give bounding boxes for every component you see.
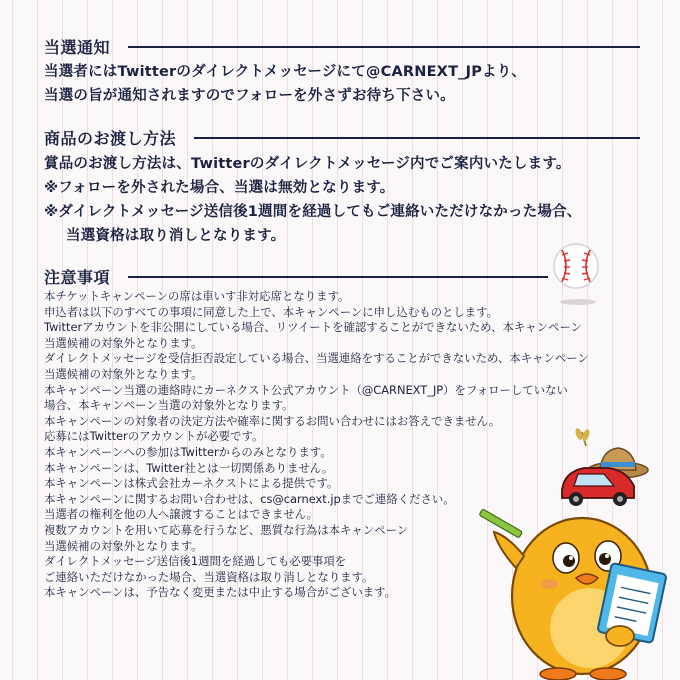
- section-divider: [128, 276, 548, 278]
- note-line: 当選候補の対象外となります。: [44, 538, 203, 553]
- note-line: 本キャンペーンに関するお問い合わせは、cs@carnext.jpまでご連絡ください。: [44, 491, 455, 506]
- note-line: 当選者の権利を他の人へ譲渡することはできません。: [44, 507, 319, 522]
- section-title: 注意事項: [44, 267, 111, 287]
- section-title: 当選通知: [44, 37, 111, 57]
- note-line: 応募にはTwitterのアカウントが必要です。: [44, 429, 264, 444]
- note-line: ダイレクトメッセージを受信拒否設定している場合、当選連絡をすることができないため、本キャンペーン: [44, 351, 589, 366]
- note-line: ご連絡いただけなかった場合、当選資格は取り消しとなります。: [44, 569, 374, 584]
- note-line: 申込者は以下のすべての事項に同意した上で、本キャンペーンに申し込むものとします。: [44, 304, 499, 319]
- section-header: [44, 126, 640, 148]
- note-line: 本キャンペーン当選の連絡時にカーネクスト公式アカウント（@CARNEXT_JP）をフォローしていない: [44, 382, 568, 397]
- delivery-line: ※ダイレクトメッセージ送信後1週間を経過してもご連絡いただけなかった場合、: [44, 204, 582, 220]
- section-notification: [44, 35, 640, 108]
- note-line: 本チケットキャンペーンの席は車いす非対応席となります。: [44, 289, 350, 303]
- notification-line: 当選者にはTwitterのダイレクトメッセージにて@CARNEXT_JPより、: [44, 64, 527, 80]
- note-line: 複数アカウントを用いて応募を行うなど、悪質な行為は本キャンペーン: [44, 522, 409, 537]
- note-line: 本キャンペーンは、予告なく変更または中止する場合がございます。: [44, 585, 396, 600]
- delivery-line: 賞品のお渡し方法は、Twitterのダイレクトメッセージ内でご案内いたします。: [44, 156, 571, 172]
- mascot-chick-illustration: [458, 428, 680, 680]
- section-delivery: [44, 126, 640, 248]
- notification-line: 当選の旨が通知されますのでフォローを外さずお待ち下さい。: [44, 88, 455, 104]
- note-line: 本キャンペーンは、Twitter社とは一切関係ありません。: [44, 460, 334, 475]
- note-line: 本キャンペーンの対象者の決定方法や確率に関するお問い合わせにはお答えできません。: [44, 413, 501, 428]
- section-title: 商品のお渡し方法: [44, 128, 177, 148]
- note-line: 本キャンペーンは株式会社カーネクストによる提供です。: [44, 476, 339, 491]
- note-line: 当選候補の対象外となります。: [44, 335, 203, 350]
- section-divider: [194, 137, 640, 139]
- note-line: 当選候補の対象外となります。: [44, 366, 203, 381]
- note-line: Twitterアカウントを非公開にしている場合、リツイートを確認することができないため、本キャンペーン: [44, 320, 582, 335]
- section-divider: [128, 46, 640, 48]
- delivery-line: ※フォローを外された場合、当選は無効となります。: [44, 180, 395, 196]
- note-line: 本キャンペーンへの参加はTwitterからのみとなります。: [44, 444, 332, 459]
- section-header: [44, 35, 640, 57]
- note-line: ダイレクトメッセージ送信後1週間を経過しても必要事項を: [44, 554, 347, 569]
- delivery-line: 当選資格は取り消しとなります。: [66, 228, 286, 244]
- baseball-icon: [548, 240, 606, 306]
- note-line: 場合、本キャンペーン当選の対象外となります。: [44, 398, 294, 413]
